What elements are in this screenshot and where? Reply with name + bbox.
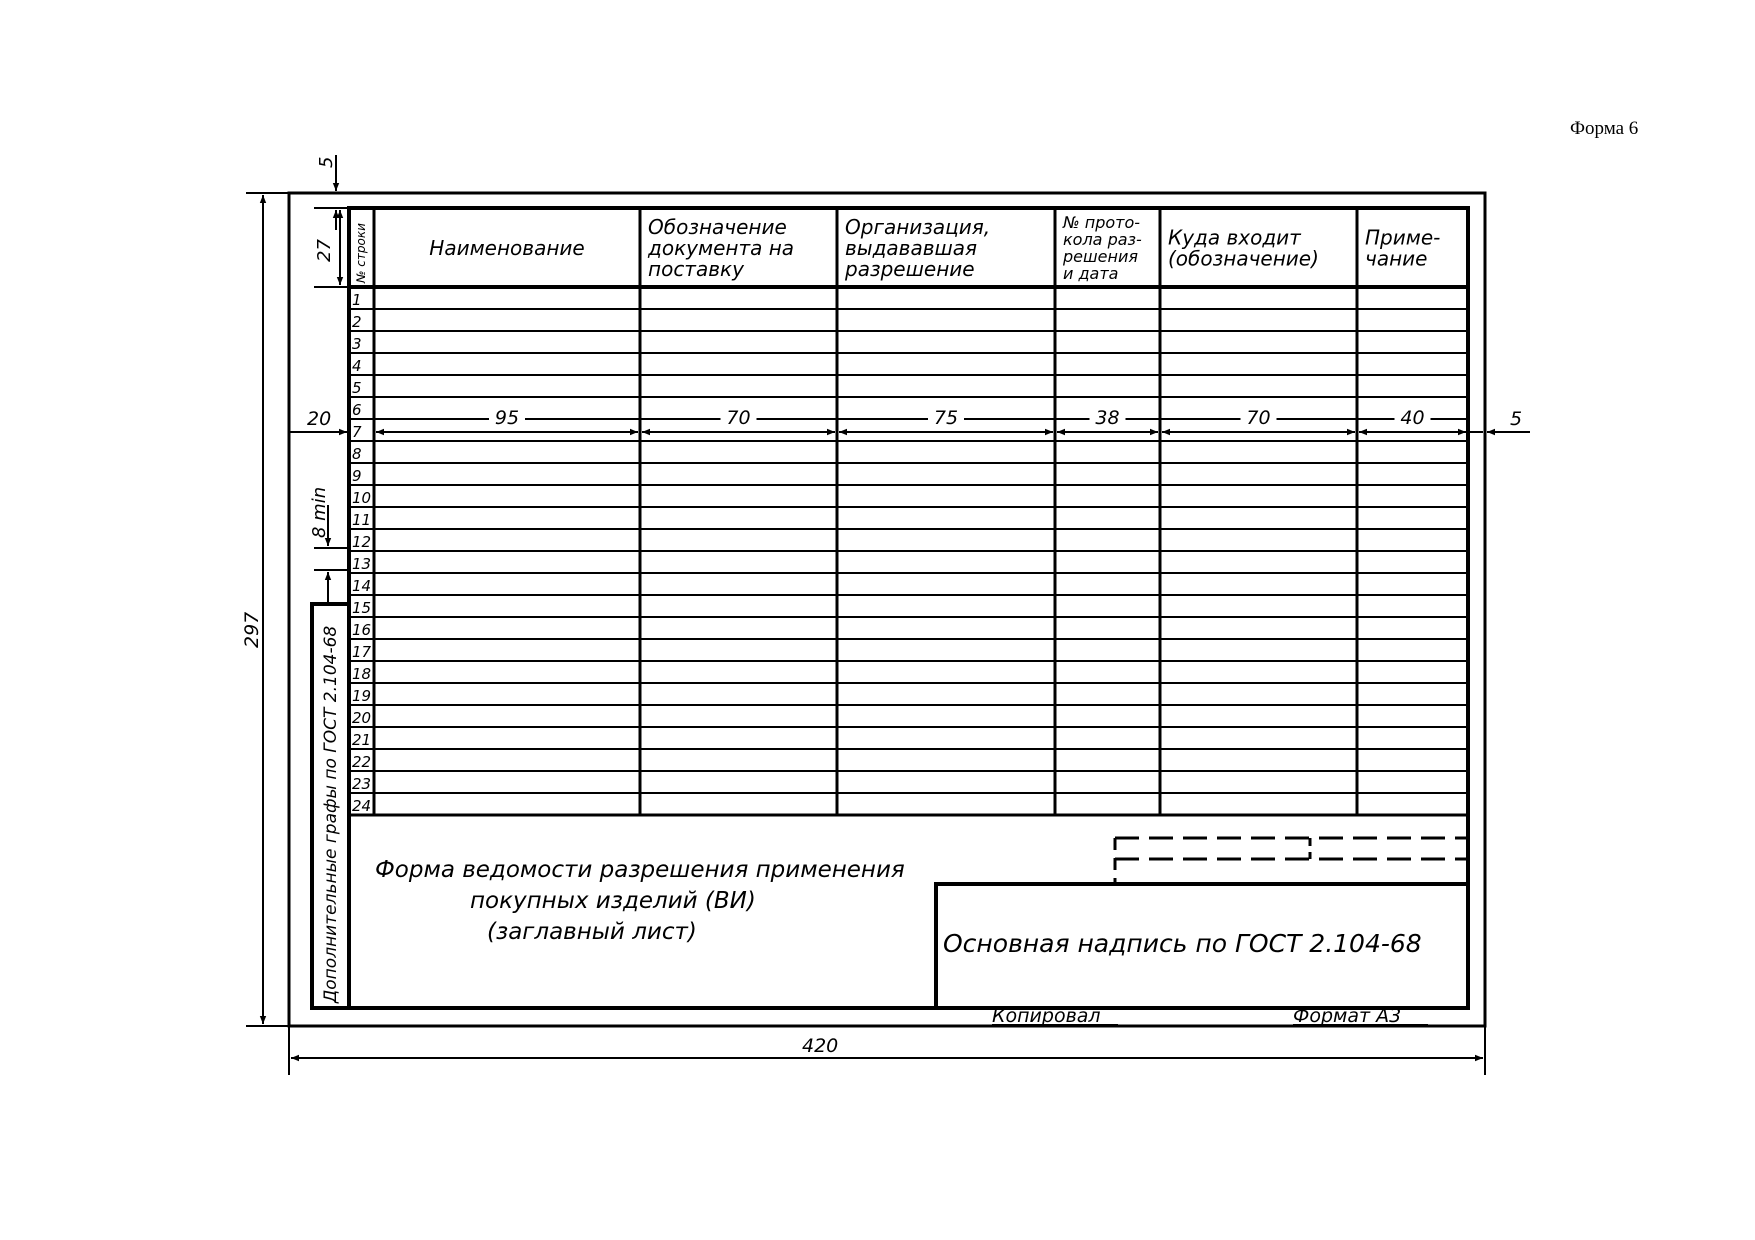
column-header-text: Куда входит — [1168, 225, 1301, 250]
form-title-line-3: (заглавный лист) — [487, 919, 697, 945]
row-number: 19 — [352, 687, 372, 705]
row-number: 15 — [352, 599, 372, 617]
row-number: 10 — [352, 489, 372, 507]
column-width-label: 70 — [726, 407, 751, 429]
row-number: 20 — [352, 709, 372, 727]
column-width-label: 40 — [1400, 407, 1425, 429]
sheet-border — [289, 193, 1485, 1026]
dimension-420-label: 420 — [802, 1035, 839, 1057]
column-header-text: решения — [1063, 247, 1138, 267]
column-header — [844, 215, 990, 281]
column-header-text: и дата — [1063, 264, 1119, 284]
row-number: 22 — [352, 753, 372, 771]
column-header — [354, 223, 368, 284]
row-number: 23 — [352, 775, 372, 793]
column-header-text: чание — [1365, 246, 1428, 271]
dimension-5-top-label: 5 — [316, 156, 337, 168]
row-number: 1 — [352, 291, 362, 309]
column-header-text: Приме- — [1365, 225, 1441, 250]
title-block-label: Основная надпись по ГОСТ 2.104-68 — [943, 929, 1422, 958]
copied-label: Копировал — [992, 1005, 1101, 1027]
row-number: 24 — [352, 797, 372, 815]
row-number-column — [352, 291, 372, 815]
dimension-right-margin — [1468, 408, 1530, 432]
dimension-5-right-label: 5 — [1510, 408, 1523, 430]
dimension-20-label: 20 — [307, 408, 332, 430]
column-header-text: № прото- — [1063, 213, 1141, 233]
column-header-text: Организация, — [845, 215, 991, 239]
form-number-label: Форма 6 — [1570, 118, 1639, 139]
column-header — [429, 236, 584, 260]
column-header — [1365, 226, 1440, 271]
dimension-297-label: 297 — [241, 611, 263, 648]
form-title-line-2: покупных изделий (ВИ) — [470, 888, 756, 914]
column-header-text: документа на — [648, 236, 795, 260]
column-header — [1168, 226, 1319, 271]
row-number: 8 — [352, 445, 362, 463]
row-number: 16 — [352, 621, 372, 639]
row-number: 18 — [352, 665, 372, 683]
column-header-text: разрешение — [845, 257, 975, 281]
additional-fields-label: Дополнительные графы по ГОСТ 2.104-68 — [321, 625, 341, 1003]
row-number: 4 — [352, 357, 362, 375]
column-header-text: (обозначение) — [1168, 246, 1319, 271]
format-label: Формат А3 — [1293, 1005, 1402, 1027]
form-title — [375, 857, 912, 945]
column-headers — [354, 213, 1440, 284]
column-header-text: кола раз- — [1063, 230, 1142, 250]
dimension-sheet-height — [241, 193, 289, 1026]
column-header-text: Обозначение — [648, 215, 787, 239]
column-header — [647, 215, 794, 281]
row-number: 14 — [352, 577, 372, 595]
row-number: 17 — [352, 643, 372, 661]
dimension-left-margin — [289, 408, 347, 432]
row-number: 5 — [352, 379, 362, 397]
row-number: 12 — [352, 533, 372, 551]
row-number: 13 — [352, 555, 372, 573]
dashed-field-box — [1115, 838, 1468, 884]
dimension-row-height — [309, 487, 349, 604]
column-width-label: 38 — [1095, 407, 1120, 429]
column-width-label: 70 — [1246, 407, 1271, 429]
form-title-line-1: Форма ведомости разрешения применения — [375, 857, 905, 883]
column-header-text: выдававшая — [845, 236, 978, 260]
row-number: 21 — [352, 731, 372, 749]
dimension-header-height — [314, 208, 349, 287]
row-number: 11 — [352, 511, 372, 529]
column-width-label: 75 — [933, 407, 959, 429]
dimension-8min-label: 8 min — [309, 486, 330, 538]
column-header-text: Наименование — [429, 236, 585, 260]
column-header-text: поставку — [648, 257, 744, 281]
column-lines — [374, 208, 1357, 815]
row-number: 9 — [352, 467, 362, 485]
column-header — [1062, 213, 1142, 283]
dimension-sheet-width — [289, 1026, 1485, 1075]
row-number: 2 — [352, 313, 362, 331]
column-width-label: 95 — [494, 407, 520, 429]
row-number: 6 — [352, 401, 362, 419]
dimension-27-label: 27 — [314, 239, 335, 262]
row-lines — [349, 309, 1468, 793]
row-number: 3 — [352, 335, 362, 353]
column-header-text: № строки — [354, 223, 368, 283]
row-number: 7 — [352, 423, 362, 441]
